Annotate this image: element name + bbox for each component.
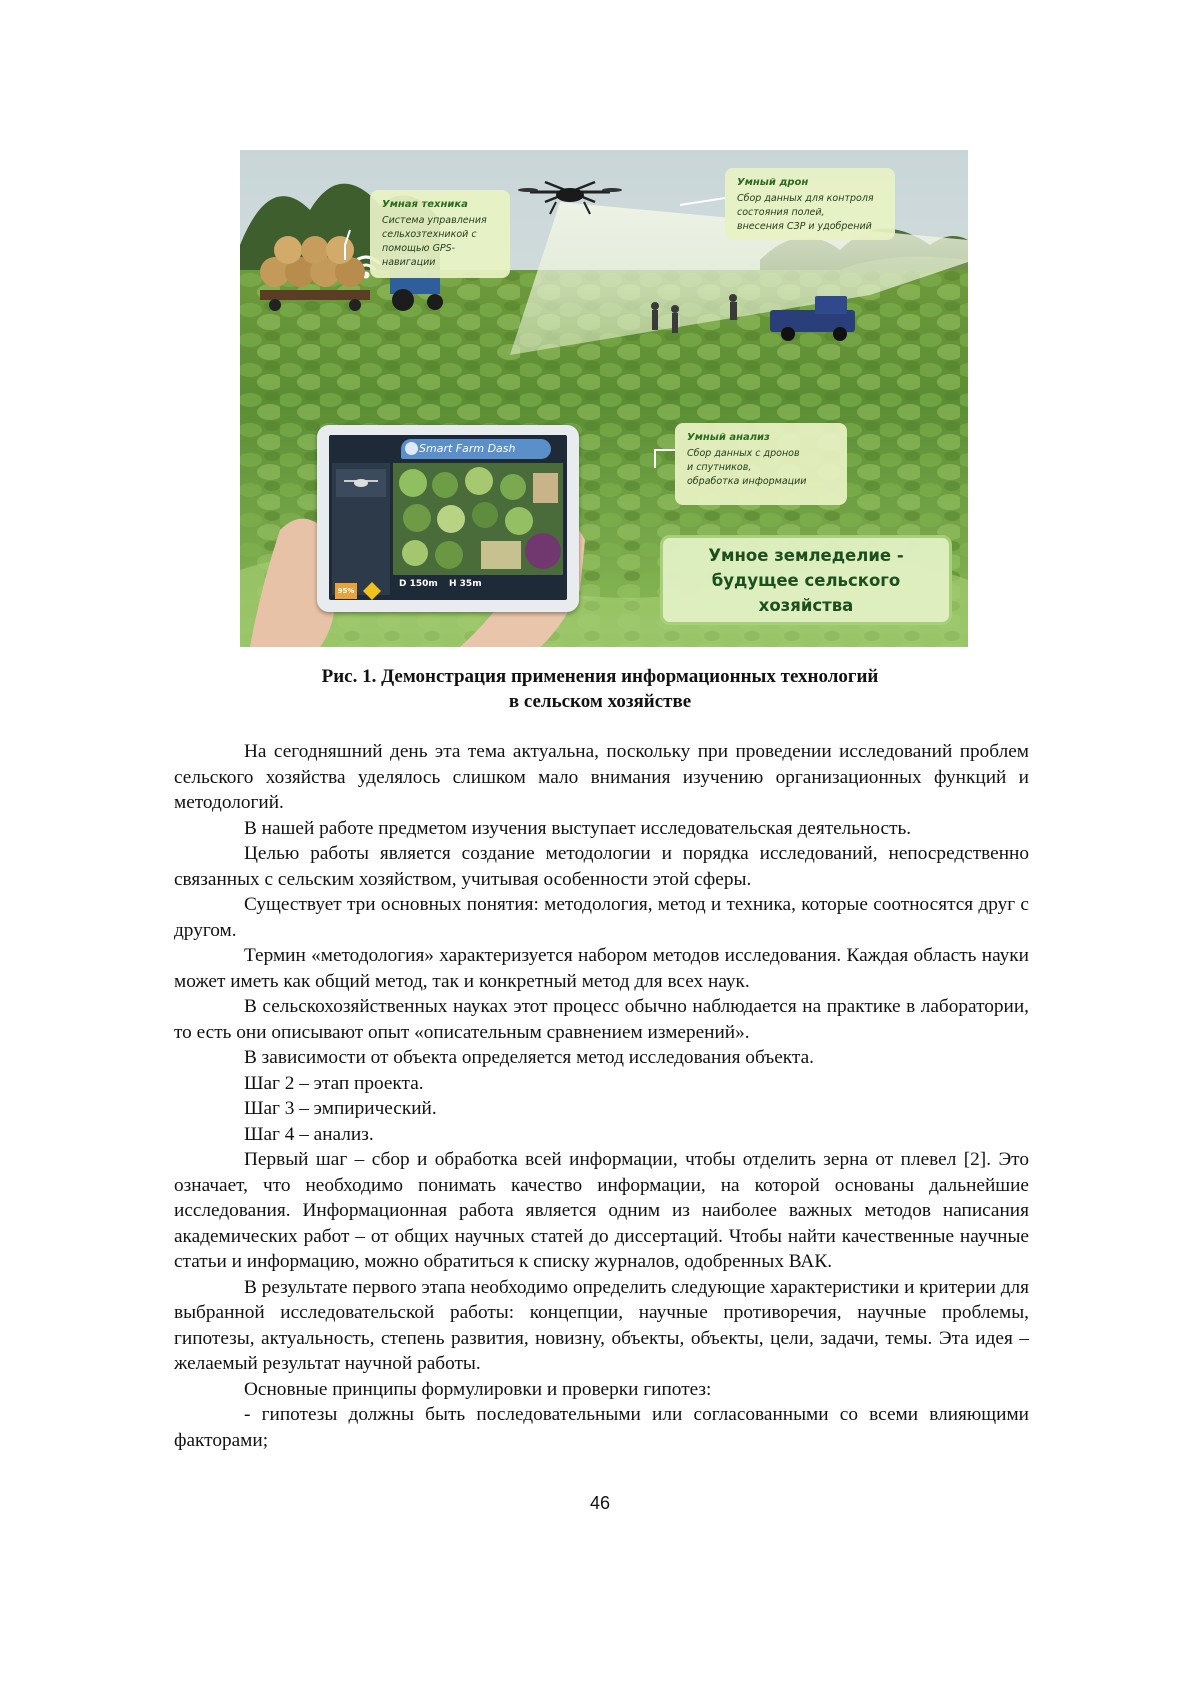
callout-text: Сбор данных с дронов и спутников, обработка информации: [687, 448, 807, 487]
paragraph: Шаг 4 – анализ.: [244, 1123, 374, 1145]
tablet-device: [317, 425, 579, 612]
app-side-panel: [332, 463, 390, 595]
body-text: [174, 739, 1029, 1453]
satellite-map: [393, 463, 563, 575]
callout-text: Система управления сельхозтехникой с помощью GPS-навигации: [382, 215, 487, 268]
callout-title: Умный анализ: [687, 432, 770, 443]
paragraph: В сельскохозяйственных науках этот процесс обычно наблюдается на практике в лаборатории, то есть они описывают опыт «описательным сравнением измерений».: [174, 996, 1029, 1043]
drone-thumbnail-icon: [332, 463, 390, 503]
paragraph: В нашей работе предметом изучения выступает исследовательская деятельность.: [244, 817, 912, 839]
tablet-screen: [329, 435, 567, 600]
callout-title: Умная техника: [382, 199, 468, 210]
paragraph: В результате первого этапа необходимо определить следующие характеристики и критерии для выбранной исследовательской работы: концепции, научные противоречия, научные проблемы, гипотезы, актуальность, степень развития, новизну, объекты, объекты, цели, задачи, темы. Эта идея – желаемый результат научной работы.: [174, 1276, 1029, 1374]
callout-smart-farming-future: Умное земледелие - будущее сельского хозяйства: [660, 535, 952, 625]
caption-line-1: Рис. 1. Демонстрация применения информационных технологий: [321, 666, 879, 687]
callout-text: Сбор данных для контроля состояния полей, внесения СЗР и удобрений: [737, 193, 874, 232]
stat-height: H 35m: [449, 579, 482, 589]
paragraph: - гипотезы должны быть последовательными или согласованными со всеми влияющими факторами;: [174, 1404, 1029, 1451]
paragraph: Первый шаг – сбор и обработка всей информации, чтобы отделить зерна от плевел [2]. Это означает, что необходимо понимать качество информации, на которой основаны дальнейшие исследования. Информационная работа является одним из наиболее важных методов написания академических работ – от общих научных статей до диссертаций. Чтобы найти качественные научные статьи и информацию, можно обратиться к списку журналов, одобренных ВАК.: [174, 1149, 1029, 1272]
app-logo-icon: [405, 442, 418, 455]
caption-line-2: в сельском хозяйстве: [508, 691, 692, 712]
figure-caption: [160, 664, 1040, 714]
paragraph: В зависимости от объекта определяется метод исследования объекта.: [244, 1047, 814, 1068]
gauge-badge: 95%: [335, 583, 357, 599]
hay-trailer: [260, 236, 370, 311]
warning-icon: [362, 581, 382, 600]
paragraph: Целью работы является создание методологии и порядка исследований, непосредственно связанных с сельским хозяйством, учитывая особенности этой сферы.: [174, 843, 1029, 890]
callout-title: Умный дрон: [737, 177, 809, 188]
callout-smart-machinery: [370, 190, 510, 278]
callout-smart-drone: [725, 168, 895, 240]
paragraph: Термин «методология» характеризуется набором методов исследования. Каждая область науки может иметь как общий метод, так и конкретный метод для всех наук.: [174, 945, 1029, 992]
callout-smart-analysis: [675, 423, 847, 505]
paragraph: Основные принципы формулировки и проверки гипотез:: [244, 1378, 712, 1400]
paragraph: На сегодняшний день эта тема актуальна, поскольку при проведении исследований проблем сельского хозяйства уделялось слишком мало внимания изучению организационных функций и методологий.: [174, 741, 1029, 813]
app-title-bar: [401, 439, 551, 459]
paragraph: Существует три основных понятия: методология, метод и техника, которые соотносятся друг с другом.: [174, 894, 1029, 941]
stat-distance: D 150m: [399, 579, 438, 589]
page-number: 46: [589, 1493, 611, 1513]
app-title: Smart Farm Dash: [419, 442, 516, 455]
paragraph: Шаг 2 – этап проекта.: [244, 1072, 424, 1094]
figure-smart-farming: [240, 150, 968, 647]
paragraph: Шаг 3 – эмпирический.: [244, 1098, 437, 1119]
